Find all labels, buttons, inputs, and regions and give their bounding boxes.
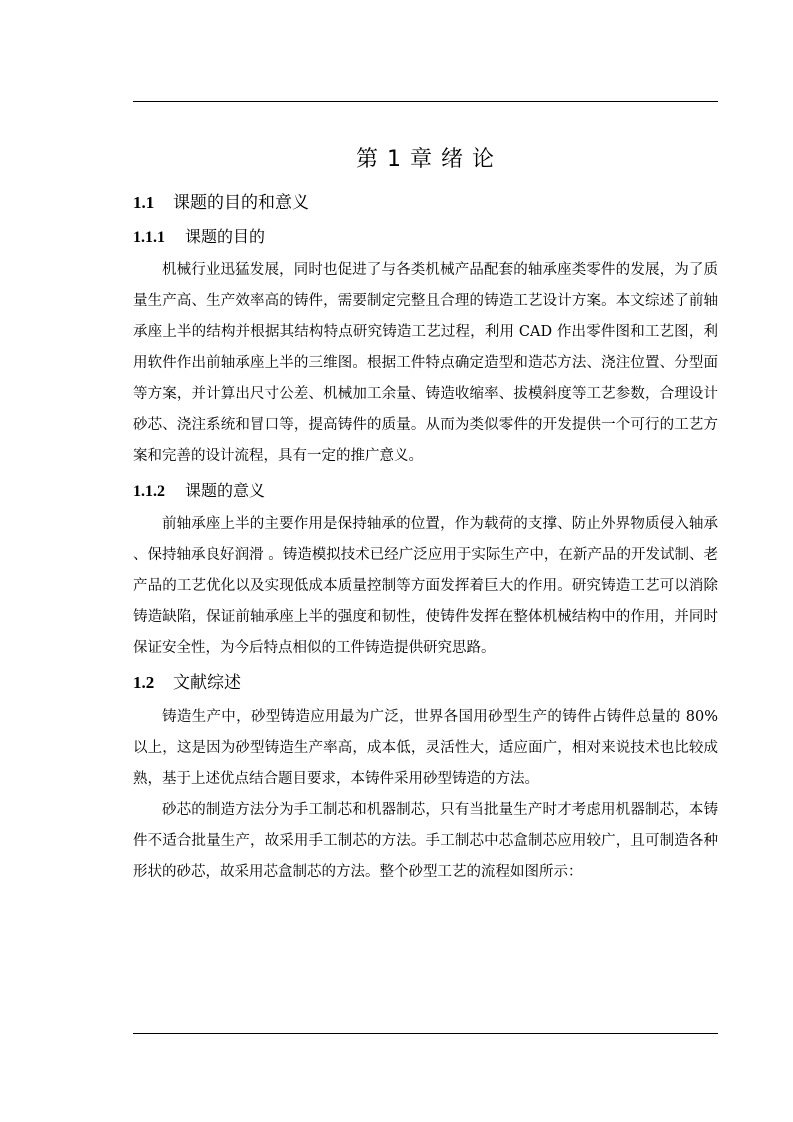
section-heading-1-2 bbox=[133, 668, 718, 698]
section-number: 1.1.2 bbox=[133, 483, 165, 500]
page-content bbox=[133, 140, 718, 888]
section-heading-1-1-1 bbox=[133, 222, 718, 253]
section-title: 课题的目的 bbox=[185, 227, 266, 246]
section-title: 文献综述 bbox=[173, 673, 241, 693]
section-title: 课题的意义 bbox=[185, 481, 266, 500]
paragraph: 机械行业迅猛发展，同时也促进了与各类机械产品配套的轴承座类零件的发展，为了质量生产高、生产效率高的铸件，需要制定完整且合理的铸造工艺设计方案。本文综述了前轴承座上半的结构并根据其结构特点研究铸造工艺过程，利用 CAD 作出零件图和工艺图，利用软件作出前轴承座上半的三维图。根据工件特点确定造型和造芯方法、浇注位置、分型面等方案，并计算出尺寸公差、机械加工余量、铸造收缩率、拔模斜度等工艺参数，合理设计砂芯、浇注系统和冒口等，提高铸件的质量。从而为类似零件的开发提供一个可行的工艺方案和完善的设计流程，具有一定的推广意义。 bbox=[133, 262, 718, 464]
section-title: 课题的目的和意义 bbox=[173, 193, 309, 213]
footer-rule bbox=[133, 1033, 718, 1034]
paragraph: 砂芯的制造方法分为手工制芯和机器制芯，只有当批量生产时才考虑用机器制芯，本铸件不适合批量生产，故采用手工制芯的方法。手工制芯中芯盒制芯应用较广，且可制造各种形状的砂芯，故采用芯盒制芯的方法。整个砂型工艺的流程如图所示： bbox=[133, 802, 718, 880]
paragraph: 铸造生产中，砂型铸造应用最为广泛，世界各国用砂型生产的铸件占铸件总量的 80% 以上，这是因为砂型铸造生产率高，成本低，灵活性大，适应面广，相对来说技术也比较成熟，基于上述优点结合题目要求，本铸件采用砂型铸造的方法。 bbox=[133, 709, 718, 787]
section-heading-1-1-2 bbox=[133, 476, 718, 507]
paragraph: 前轴承座上半的主要作用是保持轴承的位置，作为载荷的支撑、防止外界物质侵入轴承 、保持轴承良好润滑 。铸造模拟技术已经广泛应用于实际生产中，在新产品的开发试制、老产品的工艺优化以及实现低成本质量控制等方面发挥着巨大的作用。研究铸造工艺可以消除铸造缺陷，保证前轴承座上半的强度和韧性，使铸件发挥在整体机械结构中的作用，并同时保证安全性，为今后特点相似的工件铸造提供研究思路。 bbox=[133, 516, 718, 656]
section-number: 1.2 bbox=[133, 673, 155, 692]
section-heading-1-1 bbox=[133, 188, 718, 218]
section-number: 1.1 bbox=[133, 193, 155, 212]
header-rule bbox=[133, 101, 718, 102]
section-number: 1.1.1 bbox=[133, 229, 165, 246]
chapter-title: 第 1 章 绪 论 bbox=[356, 147, 495, 172]
